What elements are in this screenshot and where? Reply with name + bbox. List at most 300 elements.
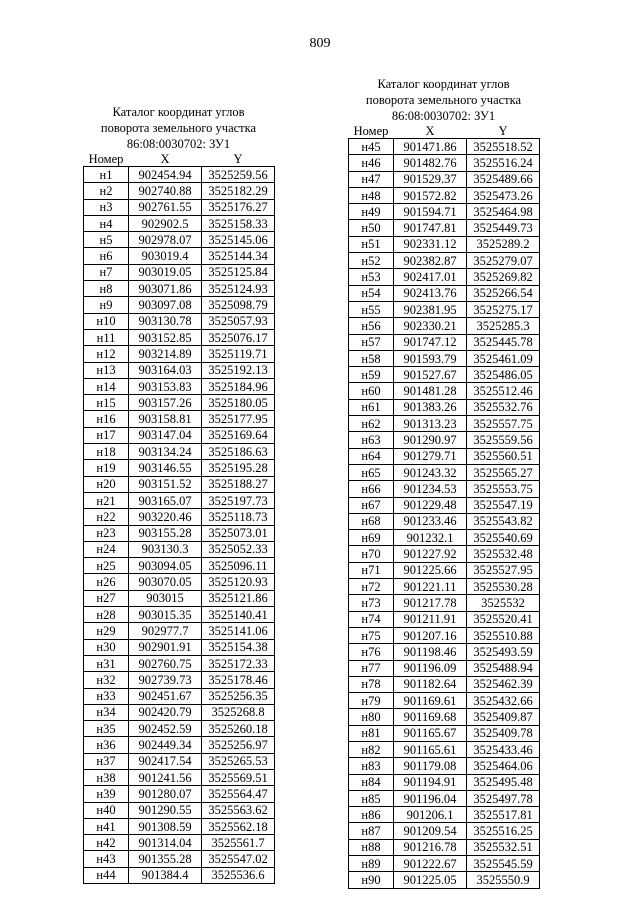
y-coordinate-cell: 3525536.6 xyxy=(202,867,275,883)
right-coordinate-table xyxy=(348,124,540,889)
y-coordinate-cell: 3525563.62 xyxy=(202,802,275,818)
x-coordinate-cell: 902330.21 xyxy=(394,318,467,334)
x-coordinate-cell: 901206.1 xyxy=(394,807,467,823)
x-coordinate-cell: 901169.61 xyxy=(394,693,467,709)
table-row xyxy=(349,530,540,546)
y-coordinate-cell: 3525052.33 xyxy=(202,541,275,557)
point-number-cell: н36 xyxy=(84,737,129,753)
x-coordinate-cell: 903019.4 xyxy=(129,248,202,264)
y-coordinate-cell: 3525265.53 xyxy=(202,753,275,769)
x-coordinate-cell: 901198.46 xyxy=(394,644,467,660)
x-coordinate-cell: 901234.53 xyxy=(394,481,467,497)
point-number-cell: н85 xyxy=(349,790,394,806)
y-coordinate-cell: 3525540.69 xyxy=(467,530,540,546)
table-row xyxy=(84,248,275,264)
y-coordinate-cell: 3525145.06 xyxy=(202,232,275,248)
x-coordinate-cell: 901196.04 xyxy=(394,790,467,806)
point-number-cell: н41 xyxy=(84,818,129,834)
table-row xyxy=(84,460,275,476)
table-row xyxy=(349,367,540,383)
table-row xyxy=(349,823,540,839)
left-header-row xyxy=(84,152,275,167)
point-number-cell: н58 xyxy=(349,350,394,366)
x-coordinate-cell: 903130.78 xyxy=(129,313,202,329)
table-row xyxy=(349,350,540,366)
point-number-cell: н78 xyxy=(349,676,394,692)
point-number-cell: н82 xyxy=(349,741,394,757)
point-number-cell: н57 xyxy=(349,334,394,350)
y-coordinate-cell: 3525188.27 xyxy=(202,476,275,492)
x-coordinate-cell: 901471.86 xyxy=(394,139,467,155)
x-coordinate-cell: 903015 xyxy=(129,590,202,606)
point-number-cell: н17 xyxy=(84,427,129,443)
x-coordinate-cell: 901384.4 xyxy=(129,867,202,883)
x-coordinate-cell: 903155.28 xyxy=(129,525,202,541)
x-coordinate-cell: 902977.7 xyxy=(129,623,202,639)
x-coordinate-cell: 901747.81 xyxy=(394,220,467,236)
x-coordinate-cell: 901243.32 xyxy=(394,464,467,480)
y-coordinate-cell: 3525532.76 xyxy=(467,399,540,415)
y-coordinate-cell: 3525530.28 xyxy=(467,579,540,595)
x-coordinate-cell: 902978.07 xyxy=(129,232,202,248)
point-number-cell: н71 xyxy=(349,562,394,578)
y-coordinate-cell: 3525118.73 xyxy=(202,509,275,525)
point-number-cell: н15 xyxy=(84,395,129,411)
point-number-cell: н59 xyxy=(349,367,394,383)
x-coordinate-cell: 903094.05 xyxy=(129,558,202,574)
table-row xyxy=(84,199,275,215)
point-number-cell: н77 xyxy=(349,660,394,676)
page-number: 809 xyxy=(309,36,331,51)
table-row xyxy=(84,558,275,574)
y-coordinate-cell: 3525493.59 xyxy=(467,644,540,660)
table-row xyxy=(84,313,275,329)
point-number-cell: н28 xyxy=(84,607,129,623)
point-number-cell: н8 xyxy=(84,281,129,297)
x-coordinate-cell: 902417.54 xyxy=(129,753,202,769)
table-row xyxy=(84,655,275,671)
table-row xyxy=(349,839,540,855)
y-coordinate-cell: 3525121.86 xyxy=(202,590,275,606)
y-coordinate-cell: 3525464.06 xyxy=(467,758,540,774)
y-coordinate-cell: 3525178.46 xyxy=(202,672,275,688)
x-coordinate-cell: 903097.08 xyxy=(129,297,202,313)
y-coordinate-cell: 3525495.48 xyxy=(467,774,540,790)
point-number-cell: н67 xyxy=(349,497,394,513)
table-row xyxy=(349,139,540,155)
x-coordinate-cell: 901527.67 xyxy=(394,367,467,383)
y-coordinate-cell: 3525550.9 xyxy=(467,872,540,888)
y-coordinate-cell: 3525177.95 xyxy=(202,411,275,427)
x-coordinate-cell: 903134.24 xyxy=(129,444,202,460)
x-coordinate-cell: 903157.26 xyxy=(129,395,202,411)
table-row xyxy=(84,802,275,818)
point-number-cell: н1 xyxy=(84,167,129,183)
x-coordinate-cell: 901182.64 xyxy=(394,676,467,692)
x-coordinate-cell: 901314.04 xyxy=(129,835,202,851)
point-number-cell: н55 xyxy=(349,301,394,317)
x-coordinate-cell: 901194.91 xyxy=(394,774,467,790)
table-row xyxy=(84,167,275,183)
point-number-cell: н4 xyxy=(84,215,129,231)
table-row xyxy=(349,513,540,529)
x-coordinate-cell: 901207.16 xyxy=(394,627,467,643)
point-number-cell: н24 xyxy=(84,541,129,557)
point-number-cell: н90 xyxy=(349,872,394,888)
table-row xyxy=(349,595,540,611)
x-coordinate-cell: 902739.73 xyxy=(129,672,202,688)
point-number-cell: н84 xyxy=(349,774,394,790)
x-coordinate-cell: 901593.79 xyxy=(394,350,467,366)
table-row xyxy=(84,818,275,834)
table-row xyxy=(349,334,540,350)
point-number-cell: н22 xyxy=(84,509,129,525)
point-number-cell: н25 xyxy=(84,558,129,574)
table-row xyxy=(349,741,540,757)
left-coordinate-catalog xyxy=(83,104,274,884)
table-row xyxy=(84,215,275,231)
table-row xyxy=(349,416,540,432)
x-coordinate-cell: 901355.28 xyxy=(129,851,202,867)
y-coordinate-cell: 3525473.26 xyxy=(467,187,540,203)
table-row xyxy=(349,497,540,513)
y-coordinate-cell: 3525518.52 xyxy=(467,139,540,155)
y-coordinate-cell: 3525488.94 xyxy=(467,660,540,676)
x-coordinate-cell: 902331.12 xyxy=(394,236,467,252)
y-coordinate-cell: 3525186.63 xyxy=(202,444,275,460)
table-row xyxy=(84,721,275,737)
y-coordinate-cell: 3525119.71 xyxy=(202,346,275,362)
y-coordinate-cell: 3525256.97 xyxy=(202,737,275,753)
x-coordinate-cell: 902451.67 xyxy=(129,688,202,704)
table-row xyxy=(349,448,540,464)
y-coordinate-cell: 3525275.17 xyxy=(467,301,540,317)
point-number-cell: н56 xyxy=(349,318,394,334)
table-row xyxy=(349,220,540,236)
table-row xyxy=(349,464,540,480)
x-coordinate-cell: 901229.48 xyxy=(394,497,467,513)
x-coordinate-cell: 903151.52 xyxy=(129,476,202,492)
table-row xyxy=(349,301,540,317)
x-coordinate-cell: 902452.59 xyxy=(129,721,202,737)
point-number-cell: н86 xyxy=(349,807,394,823)
x-coordinate-cell: 901280.07 xyxy=(129,786,202,802)
table-row xyxy=(84,492,275,508)
table-row xyxy=(349,383,540,399)
y-coordinate-cell: 3525489.66 xyxy=(467,171,540,187)
y-coordinate-cell: 3525140.41 xyxy=(202,607,275,623)
left-coordinate-table xyxy=(83,152,275,884)
y-coordinate-cell: 3525256.35 xyxy=(202,688,275,704)
x-coordinate-cell: 903158.81 xyxy=(129,411,202,427)
y-coordinate-cell: 3525464.98 xyxy=(467,204,540,220)
left-caption xyxy=(83,104,274,152)
x-coordinate-cell: 901290.55 xyxy=(129,802,202,818)
table-row xyxy=(84,264,275,280)
x-coordinate-cell: 903070.05 xyxy=(129,574,202,590)
table-row xyxy=(349,285,540,301)
y-coordinate-cell: 3525461.09 xyxy=(467,350,540,366)
table-row xyxy=(349,758,540,774)
point-number-cell: н23 xyxy=(84,525,129,541)
table-row xyxy=(84,769,275,785)
x-coordinate-cell: 901209.54 xyxy=(394,823,467,839)
point-number-cell: н62 xyxy=(349,416,394,432)
x-coordinate-cell: 903147.04 xyxy=(129,427,202,443)
point-number-cell: н69 xyxy=(349,530,394,546)
point-number-cell: н61 xyxy=(349,399,394,415)
y-coordinate-cell: 3525176.27 xyxy=(202,199,275,215)
left-table-body xyxy=(84,167,275,884)
point-number-cell: н9 xyxy=(84,297,129,313)
point-number-cell: н18 xyxy=(84,444,129,460)
y-coordinate-cell: 3525545.59 xyxy=(467,856,540,872)
x-coordinate-cell: 901313.23 xyxy=(394,416,467,432)
x-coordinate-cell: 901308.59 xyxy=(129,818,202,834)
table-row xyxy=(84,851,275,867)
point-number-cell: н26 xyxy=(84,574,129,590)
x-coordinate-cell: 903146.55 xyxy=(129,460,202,476)
y-coordinate-cell: 3525409.78 xyxy=(467,725,540,741)
right-caption-line: поворота земельного участка xyxy=(365,93,522,107)
y-coordinate-cell: 3525547.02 xyxy=(202,851,275,867)
x-coordinate-cell: 901196.09 xyxy=(394,660,467,676)
y-coordinate-cell: 3525517.81 xyxy=(467,807,540,823)
x-coordinate-cell: 903130.3 xyxy=(129,541,202,557)
table-row xyxy=(84,509,275,525)
y-coordinate-cell: 3525260.18 xyxy=(202,721,275,737)
x-coordinate-cell: 901169.68 xyxy=(394,709,467,725)
x-coordinate-cell: 901594.71 xyxy=(394,204,467,220)
point-number-cell: н34 xyxy=(84,704,129,720)
x-coordinate-cell: 901165.67 xyxy=(394,725,467,741)
point-number-cell: н19 xyxy=(84,460,129,476)
point-number-cell: н89 xyxy=(349,856,394,872)
point-number-cell: н37 xyxy=(84,753,129,769)
point-number-cell: н30 xyxy=(84,639,129,655)
table-row xyxy=(349,204,540,220)
table-row xyxy=(349,660,540,676)
table-row xyxy=(349,579,540,595)
table-row xyxy=(84,672,275,688)
x-coordinate-cell: 903015.35 xyxy=(129,607,202,623)
y-coordinate-cell: 3525516.25 xyxy=(467,823,540,839)
y-coordinate-cell: 3525561.7 xyxy=(202,835,275,851)
table-row xyxy=(349,774,540,790)
left-caption-line: Каталог координат углов xyxy=(112,105,245,119)
table-row xyxy=(84,786,275,802)
point-number-cell: н11 xyxy=(84,329,129,345)
x-coordinate-cell: 901290.97 xyxy=(394,432,467,448)
x-coordinate-cell: 901232.1 xyxy=(394,530,467,546)
x-coordinate-cell: 903165.07 xyxy=(129,492,202,508)
point-number-cell: н70 xyxy=(349,546,394,562)
x-coordinate-cell: 902381.95 xyxy=(394,301,467,317)
x-coordinate-cell: 901225.66 xyxy=(394,562,467,578)
x-coordinate-cell: 901481.28 xyxy=(394,383,467,399)
y-coordinate-cell: 3525125.84 xyxy=(202,264,275,280)
x-coordinate-cell: 901179.08 xyxy=(394,758,467,774)
table-row xyxy=(349,399,540,415)
point-number-cell: н68 xyxy=(349,513,394,529)
x-coordinate-cell: 902761.55 xyxy=(129,199,202,215)
point-number-cell: н13 xyxy=(84,362,129,378)
right-coordinate-catalog xyxy=(348,76,539,889)
table-row xyxy=(84,639,275,655)
point-number-cell: н16 xyxy=(84,411,129,427)
point-number-cell: н3 xyxy=(84,199,129,215)
y-coordinate-cell: 3525073.01 xyxy=(202,525,275,541)
point-number-cell: н14 xyxy=(84,378,129,394)
x-coordinate-cell: 901529.37 xyxy=(394,171,467,187)
y-coordinate-cell: 3525289.2 xyxy=(467,236,540,252)
point-number-cell: н33 xyxy=(84,688,129,704)
point-number-cell: н12 xyxy=(84,346,129,362)
x-coordinate-cell: 903153.83 xyxy=(129,378,202,394)
column-header-number: Номер xyxy=(353,124,389,138)
y-coordinate-cell: 3525184.96 xyxy=(202,378,275,394)
y-coordinate-cell: 3525510.88 xyxy=(467,627,540,643)
x-coordinate-cell: 903019.05 xyxy=(129,264,202,280)
x-coordinate-cell: 901383.26 xyxy=(394,399,467,415)
y-coordinate-cell: 3525269.82 xyxy=(467,269,540,285)
point-number-cell: н76 xyxy=(349,644,394,660)
point-number-cell: н42 xyxy=(84,835,129,851)
point-number-cell: н80 xyxy=(349,709,394,725)
y-coordinate-cell: 3525144.34 xyxy=(202,248,275,264)
point-number-cell: н10 xyxy=(84,313,129,329)
x-coordinate-cell: 903220.46 xyxy=(129,509,202,525)
y-coordinate-cell: 3525124.93 xyxy=(202,281,275,297)
point-number-cell: н5 xyxy=(84,232,129,248)
y-coordinate-cell: 3525557.75 xyxy=(467,416,540,432)
table-row xyxy=(349,709,540,725)
x-coordinate-cell: 901216.78 xyxy=(394,839,467,855)
table-row xyxy=(84,378,275,394)
x-coordinate-cell: 901233.46 xyxy=(394,513,467,529)
y-coordinate-cell: 3525172.33 xyxy=(202,655,275,671)
point-number-cell: н27 xyxy=(84,590,129,606)
x-coordinate-cell: 902454.94 xyxy=(129,167,202,183)
table-row xyxy=(349,481,540,497)
y-coordinate-cell: 3525154.38 xyxy=(202,639,275,655)
x-coordinate-cell: 901211.91 xyxy=(394,611,467,627)
point-number-cell: н81 xyxy=(349,725,394,741)
table-row xyxy=(84,297,275,313)
column-header-y: Y xyxy=(233,152,243,166)
table-row xyxy=(349,171,540,187)
table-row xyxy=(349,807,540,823)
y-coordinate-cell: 3525192.13 xyxy=(202,362,275,378)
table-row xyxy=(84,183,275,199)
y-coordinate-cell: 3525433.46 xyxy=(467,741,540,757)
table-row xyxy=(349,611,540,627)
y-coordinate-cell: 3525560.51 xyxy=(467,448,540,464)
table-row xyxy=(84,427,275,443)
point-number-cell: н46 xyxy=(349,155,394,171)
x-coordinate-cell: 901165.61 xyxy=(394,741,467,757)
y-coordinate-cell: 3525445.78 xyxy=(467,334,540,350)
point-number-cell: н6 xyxy=(84,248,129,264)
right-caption xyxy=(348,76,539,124)
y-coordinate-cell: 3525553.75 xyxy=(467,481,540,497)
point-number-cell: н44 xyxy=(84,867,129,883)
table-row xyxy=(84,476,275,492)
y-coordinate-cell: 3525285.3 xyxy=(467,318,540,334)
point-number-cell: н38 xyxy=(84,769,129,785)
y-coordinate-cell: 3525565.27 xyxy=(467,464,540,480)
y-coordinate-cell: 3525409.87 xyxy=(467,709,540,725)
table-row xyxy=(84,395,275,411)
table-row xyxy=(84,329,275,345)
table-row xyxy=(349,432,540,448)
x-coordinate-cell: 901747.12 xyxy=(394,334,467,350)
point-number-cell: н64 xyxy=(349,448,394,464)
table-row xyxy=(84,835,275,851)
x-coordinate-cell: 902382.87 xyxy=(394,253,467,269)
left-caption-line: 86:08:0030702: ЗУ1 xyxy=(126,137,231,151)
y-coordinate-cell: 3525562.18 xyxy=(202,818,275,834)
x-coordinate-cell: 903214.89 xyxy=(129,346,202,362)
x-coordinate-cell: 903152.85 xyxy=(129,329,202,345)
point-number-cell: н52 xyxy=(349,253,394,269)
table-row xyxy=(349,725,540,741)
y-coordinate-cell: 3525182.29 xyxy=(202,183,275,199)
y-coordinate-cell: 3525569.51 xyxy=(202,769,275,785)
y-coordinate-cell: 3525120.93 xyxy=(202,574,275,590)
y-coordinate-cell: 3525559.56 xyxy=(467,432,540,448)
point-number-cell: н20 xyxy=(84,476,129,492)
x-coordinate-cell: 901241.56 xyxy=(129,769,202,785)
x-coordinate-cell: 901217.78 xyxy=(394,595,467,611)
table-row xyxy=(349,187,540,203)
y-coordinate-cell: 3525180.05 xyxy=(202,395,275,411)
y-coordinate-cell: 3525532.48 xyxy=(467,546,540,562)
table-row xyxy=(84,541,275,557)
x-coordinate-cell: 902417.01 xyxy=(394,269,467,285)
point-number-cell: н40 xyxy=(84,802,129,818)
left-caption-line: поворота земельного участка xyxy=(100,121,257,135)
x-coordinate-cell: 901572.82 xyxy=(394,187,467,203)
column-header-y: Y xyxy=(498,124,508,138)
right-caption-line: 86:08:0030702: ЗУ1 xyxy=(391,109,496,123)
y-coordinate-cell: 3525279.07 xyxy=(467,253,540,269)
table-row xyxy=(349,562,540,578)
y-coordinate-cell: 3525432.66 xyxy=(467,693,540,709)
y-coordinate-cell: 3525527.95 xyxy=(467,562,540,578)
table-row xyxy=(84,346,275,362)
table-row xyxy=(84,737,275,753)
x-coordinate-cell: 901227.92 xyxy=(394,546,467,562)
point-number-cell: н87 xyxy=(349,823,394,839)
table-row xyxy=(349,155,540,171)
y-coordinate-cell: 3525516.24 xyxy=(467,155,540,171)
point-number-cell: н72 xyxy=(349,579,394,595)
table-row xyxy=(84,574,275,590)
table-row xyxy=(84,590,275,606)
column-header-x: X xyxy=(160,152,170,166)
point-number-cell: н47 xyxy=(349,171,394,187)
y-coordinate-cell: 3525098.79 xyxy=(202,297,275,313)
point-number-cell: н31 xyxy=(84,655,129,671)
table-row xyxy=(84,623,275,639)
y-coordinate-cell: 3525096.11 xyxy=(202,558,275,574)
y-coordinate-cell: 3525076.17 xyxy=(202,329,275,345)
table-row xyxy=(349,693,540,709)
point-number-cell: н50 xyxy=(349,220,394,236)
x-coordinate-cell: 902740.88 xyxy=(129,183,202,199)
y-coordinate-cell: 3525141.06 xyxy=(202,623,275,639)
